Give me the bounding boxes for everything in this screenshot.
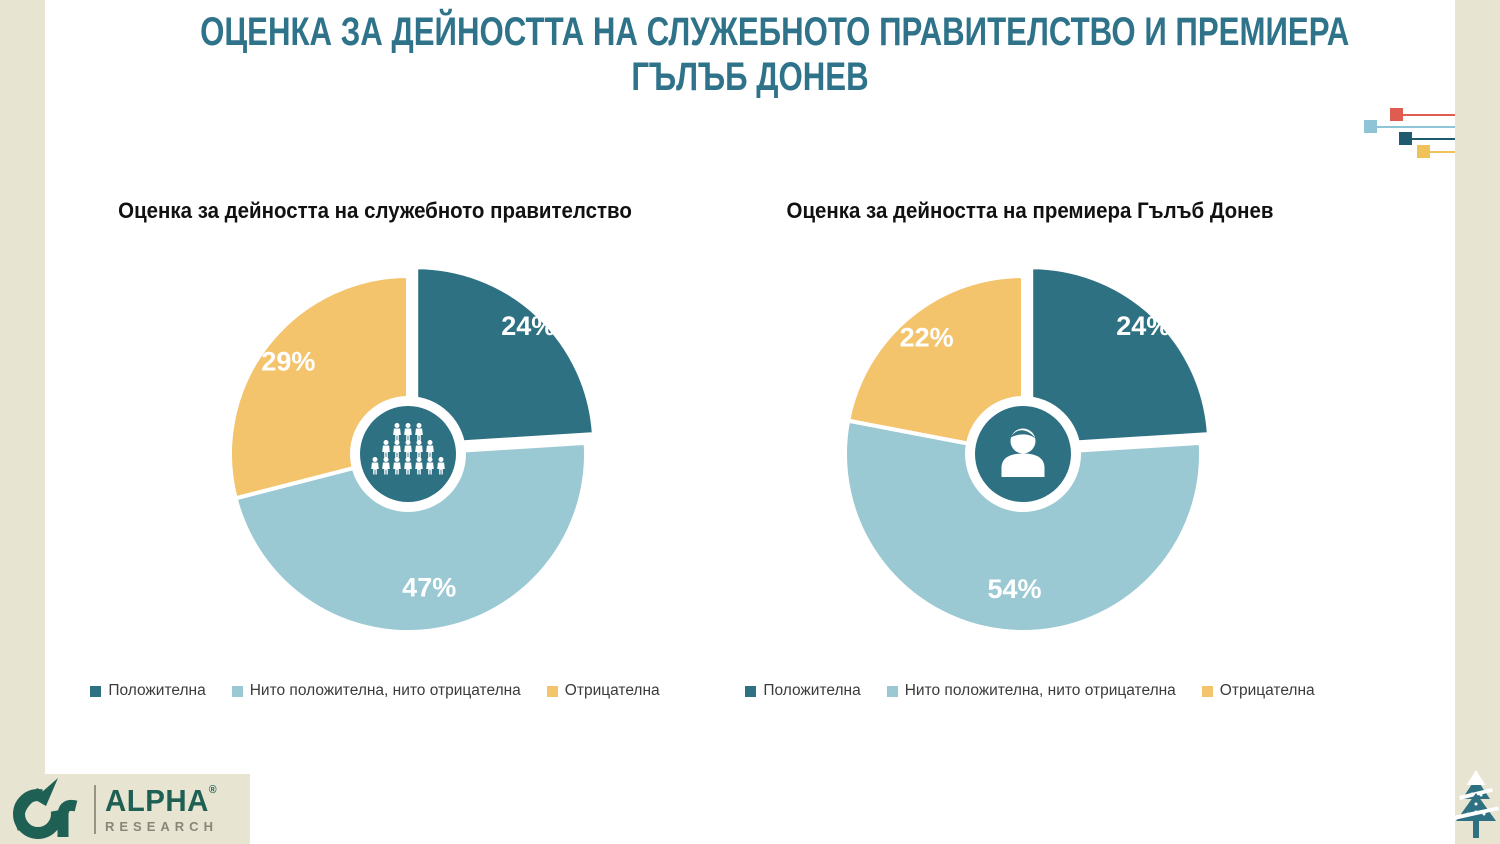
legend-label: Отрицателна [1219, 682, 1315, 699]
alpha-logo-text [94, 782, 223, 834]
legend-item-neutral [232, 682, 521, 700]
alpha-logo-mark-icon [6, 777, 90, 841]
pie-label-neutral: 54% [987, 574, 1042, 604]
legend-swatch-icon [887, 686, 898, 697]
legend-label: Положителна [108, 682, 206, 699]
legend-label: Положителна [763, 682, 861, 699]
right-margin-strip [1455, 0, 1500, 844]
legend-item-positive [745, 682, 860, 700]
decor-square-icon [1417, 145, 1430, 158]
chart-title: Оценка за дейността на служебното правителство [118, 198, 632, 223]
legend-item-negative [1202, 682, 1315, 700]
logo-brand: ALPHA® [105, 782, 217, 818]
pie-label-neutral: 47% [402, 572, 457, 603]
page-title-line2: ГЪЛЪБ ДОНЕВ [631, 55, 869, 100]
pie-chart-premier [803, 242, 1263, 670]
pie-label-positive: 24% [1116, 310, 1171, 341]
decor-line [1377, 126, 1455, 128]
chart-premier [700, 190, 1360, 735]
corner-decoration [1360, 105, 1455, 160]
pie-label-negative: 29% [261, 346, 316, 377]
legend-swatch-icon [1202, 686, 1213, 697]
legend-swatch-icon [232, 686, 243, 697]
registered-trademark-icon: ® [208, 783, 217, 796]
legend-label: Отрицателна [564, 682, 660, 699]
decor-square-icon [1364, 120, 1377, 133]
legend-swatch-icon [90, 686, 101, 697]
decor-line [1403, 114, 1455, 116]
chart-government [45, 190, 705, 735]
left-margin-strip [0, 0, 45, 844]
christmas-tree-icon [1452, 768, 1500, 844]
chart-title: Оценка за дейността на премиера Гълъб Донев [786, 198, 1274, 223]
alpha-research-logo [0, 774, 250, 844]
legend-label: Нито положителна, нито отрицателна [904, 682, 1176, 699]
legend-item-positive [90, 682, 205, 700]
pie-label-negative: 22% [899, 322, 954, 353]
legend-swatch-icon [745, 686, 756, 697]
legend-premier [700, 682, 1360, 700]
decor-square-icon [1390, 108, 1403, 121]
page-title-line1: ОЦЕНКА ЗА ДЕЙНОСТТА НА СЛУЖЕБНОТО ПРАВИТЕЛСТВО И ПРЕМИЕРА [200, 10, 1350, 54]
legend-item-neutral [887, 682, 1176, 700]
page-title [200, 10, 1350, 100]
pie-label-positive: 24% [501, 310, 556, 341]
decor-square-icon [1399, 132, 1412, 145]
decor-line [1430, 151, 1455, 153]
legend-label: Нито положителна, нито отрицателна [249, 682, 521, 699]
legend-item-negative [547, 682, 660, 700]
legend-government [45, 682, 705, 700]
logo-subtitle: RESEARCH [105, 818, 218, 834]
pie-chart-government [188, 242, 648, 670]
decor-line [1412, 138, 1455, 140]
legend-swatch-icon [547, 686, 558, 697]
